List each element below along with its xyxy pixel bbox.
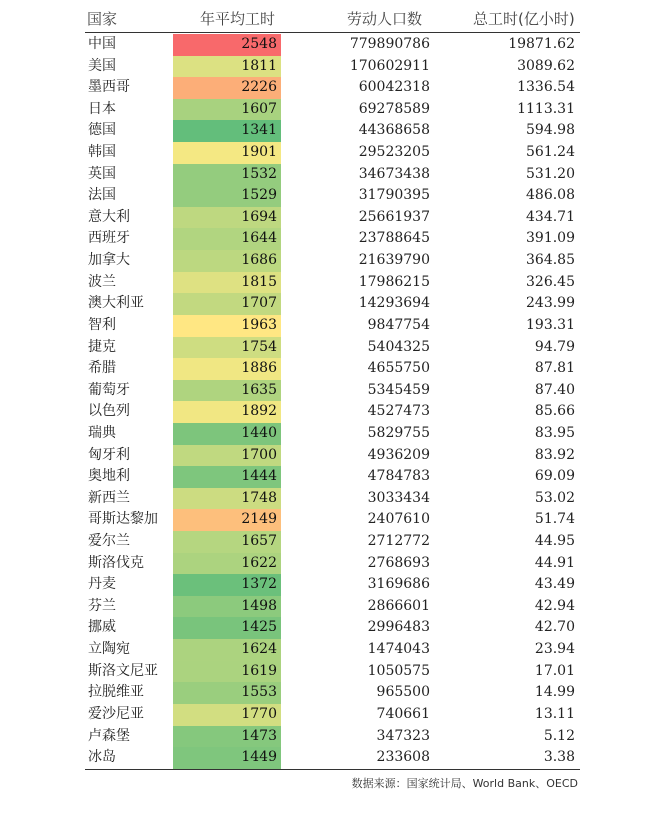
country-cell: 智利 xyxy=(88,316,116,333)
country-cell: 意大利 xyxy=(88,208,130,225)
total-hours-cell: 13.11 xyxy=(534,705,575,722)
labor-population-cell: 60042318 xyxy=(358,79,430,96)
total-hours-cell: 23.94 xyxy=(534,641,575,658)
header-annual-hours: 年平均工时 xyxy=(200,10,276,28)
country-cell: 卢森堡 xyxy=(88,727,130,744)
country-cell: 爱尔兰 xyxy=(88,533,130,550)
total-hours-cell: 69.09 xyxy=(534,468,575,485)
table-row xyxy=(85,142,580,164)
labor-population-cell: 34673438 xyxy=(358,165,430,182)
total-hours-cell: 87.81 xyxy=(534,360,575,377)
country-cell: 捷克 xyxy=(88,338,116,355)
header-country: 国家 xyxy=(87,10,118,28)
table-row xyxy=(85,488,580,510)
annual-hours-cell: 1635 xyxy=(173,380,281,402)
country-cell: 斯洛文尼亚 xyxy=(88,662,158,679)
table-row xyxy=(85,207,580,229)
table-row xyxy=(85,272,580,294)
total-hours-cell: 83.95 xyxy=(534,424,575,441)
total-hours-cell: 94.79 xyxy=(534,338,575,355)
total-hours-cell: 434.71 xyxy=(526,208,575,225)
total-hours-cell: 326.45 xyxy=(526,273,575,290)
total-hours-cell: 364.85 xyxy=(526,252,575,269)
total-hours-cell: 43.49 xyxy=(534,576,575,593)
labor-population-cell: 740661 xyxy=(376,705,430,722)
annual-hours-cell: 1644 xyxy=(173,228,281,250)
country-cell: 立陶宛 xyxy=(88,641,130,658)
total-hours-cell: 3.38 xyxy=(543,749,575,766)
labor-population-cell: 347323 xyxy=(376,727,430,744)
table-row xyxy=(85,445,580,467)
labor-population-cell: 4784783 xyxy=(367,468,430,485)
table-row xyxy=(85,509,580,531)
table-row xyxy=(85,466,580,488)
annual-hours-cell: 1498 xyxy=(173,596,281,618)
country-cell: 奥地利 xyxy=(88,468,130,485)
total-hours-cell: 87.40 xyxy=(534,381,575,398)
table-row xyxy=(85,228,580,250)
labor-population-cell: 2866601 xyxy=(367,597,430,614)
annual-hours-cell: 1700 xyxy=(173,445,281,467)
table-row xyxy=(85,553,580,575)
labor-population-cell: 1050575 xyxy=(367,662,430,679)
labor-population-cell: 29523205 xyxy=(358,144,430,161)
annual-hours-cell: 1553 xyxy=(173,682,281,704)
annual-hours-cell: 1811 xyxy=(173,56,281,78)
annual-hours-cell: 1425 xyxy=(173,617,281,639)
total-hours-cell: 243.99 xyxy=(526,295,575,312)
labor-population-cell: 44368658 xyxy=(358,122,430,139)
table-row xyxy=(85,293,580,315)
total-hours-cell: 531.20 xyxy=(526,165,575,182)
labor-population-cell: 233608 xyxy=(376,749,430,766)
annual-hours-cell: 2149 xyxy=(173,509,281,531)
country-cell: 墨西哥 xyxy=(88,79,130,96)
header-labor-population: 劳动人口数 xyxy=(347,10,423,28)
annual-hours-cell: 2226 xyxy=(173,77,281,99)
total-hours-cell: 14.99 xyxy=(534,684,575,701)
annual-hours-cell: 1372 xyxy=(173,574,281,596)
total-hours-cell: 51.74 xyxy=(534,511,575,528)
labor-population-cell: 23788645 xyxy=(358,230,430,247)
table-row xyxy=(85,596,580,618)
labor-population-cell: 17986215 xyxy=(358,273,430,290)
country-cell: 法国 xyxy=(88,187,116,204)
country-cell: 中国 xyxy=(88,36,116,52)
table-row xyxy=(85,99,580,121)
annual-hours-cell: 1892 xyxy=(173,401,281,423)
annual-hours-cell: 1707 xyxy=(173,293,281,315)
table-row xyxy=(85,185,580,207)
table-row xyxy=(85,164,580,186)
country-cell: 冰岛 xyxy=(88,749,116,766)
labor-population-cell: 2712772 xyxy=(367,533,430,550)
table-header xyxy=(85,0,580,32)
country-cell: 拉脱维亚 xyxy=(88,684,144,701)
total-hours-cell: 3089.62 xyxy=(517,57,575,74)
total-hours-cell: 5.12 xyxy=(543,727,575,744)
total-hours-cell: 1113.31 xyxy=(517,100,575,117)
annual-hours-cell: 1444 xyxy=(173,466,281,488)
labor-population-cell: 4936209 xyxy=(367,446,430,463)
total-hours-cell: 391.09 xyxy=(526,230,575,247)
table-row xyxy=(85,747,580,769)
country-cell: 芬兰 xyxy=(88,597,116,614)
labor-population-cell: 5829755 xyxy=(367,424,430,441)
table-row xyxy=(85,77,580,99)
labor-population-cell: 5345459 xyxy=(367,381,430,398)
annual-hours-cell: 1754 xyxy=(173,337,281,359)
total-hours-cell: 44.95 xyxy=(534,533,575,550)
total-hours-cell: 42.94 xyxy=(534,597,575,614)
country-cell: 葡萄牙 xyxy=(88,381,130,398)
table-row xyxy=(85,250,580,272)
country-cell: 澳大利亚 xyxy=(88,295,144,312)
labor-population-cell: 2768693 xyxy=(367,554,430,571)
labor-population-cell: 14293694 xyxy=(358,295,430,312)
header-total-hours: 总工时(亿小时) xyxy=(473,10,575,28)
table-row xyxy=(85,704,580,726)
annual-hours-cell: 1607 xyxy=(173,99,281,121)
annual-hours-cell: 1657 xyxy=(173,531,281,553)
table-row xyxy=(85,34,580,56)
labor-population-cell: 4655750 xyxy=(367,360,430,377)
total-hours-cell: 44.91 xyxy=(534,554,575,571)
country-cell: 英国 xyxy=(88,165,116,182)
annual-hours-cell: 1770 xyxy=(173,704,281,726)
table-row xyxy=(85,639,580,661)
country-cell: 爱沙尼亚 xyxy=(88,705,144,722)
labor-population-cell: 2996483 xyxy=(367,619,430,636)
data-table-body xyxy=(85,34,580,769)
country-cell: 挪威 xyxy=(88,619,116,636)
total-hours-cell: 594.98 xyxy=(526,122,575,139)
table-row xyxy=(85,661,580,683)
annual-hours-cell: 1686 xyxy=(173,250,281,272)
country-cell: 新西兰 xyxy=(88,489,130,506)
total-hours-cell: 85.66 xyxy=(534,403,575,420)
table-row xyxy=(85,315,580,337)
country-cell: 韩国 xyxy=(88,144,116,161)
total-hours-cell: 53.02 xyxy=(534,489,575,506)
total-hours-cell: 486.08 xyxy=(526,187,575,204)
labor-population-cell: 4527473 xyxy=(367,403,430,420)
table-row xyxy=(85,531,580,553)
table-row xyxy=(85,423,580,445)
annual-hours-cell: 1901 xyxy=(173,142,281,164)
country-cell: 波兰 xyxy=(88,273,116,290)
footer-divider xyxy=(85,769,580,770)
annual-hours-cell: 1694 xyxy=(173,207,281,229)
total-hours-cell: 17.01 xyxy=(534,662,575,679)
labor-population-cell: 3033434 xyxy=(367,489,430,506)
annual-hours-cell: 1440 xyxy=(173,423,281,445)
country-cell: 哥斯达黎加 xyxy=(88,511,158,528)
table-row xyxy=(85,726,580,748)
table-row xyxy=(85,401,580,423)
annual-hours-cell: 1473 xyxy=(173,726,281,748)
labor-population-cell: 31790395 xyxy=(358,187,430,204)
country-cell: 斯洛伐克 xyxy=(88,554,144,571)
table-row xyxy=(85,120,580,142)
annual-hours-cell: 1624 xyxy=(173,639,281,661)
table-row xyxy=(85,56,580,78)
annual-hours-cell: 1532 xyxy=(173,164,281,186)
annual-hours-cell: 1748 xyxy=(173,488,281,510)
annual-hours-cell: 1886 xyxy=(173,358,281,380)
annual-hours-cell: 1341 xyxy=(173,120,281,142)
annual-hours-cell: 1619 xyxy=(173,661,281,683)
annual-hours-cell: 1815 xyxy=(173,272,281,294)
labor-population-cell: 9847754 xyxy=(367,316,430,333)
total-hours-cell: 1336.54 xyxy=(517,79,575,96)
annual-hours-cell: 1449 xyxy=(173,747,281,769)
annual-hours-cell: 2548 xyxy=(173,34,281,56)
labor-population-cell: 779890786 xyxy=(349,36,430,52)
table-row xyxy=(85,574,580,596)
table-row xyxy=(85,617,580,639)
total-hours-cell: 561.24 xyxy=(526,144,575,161)
country-cell: 以色列 xyxy=(88,403,130,420)
annual-hours-cell: 1622 xyxy=(173,553,281,575)
labor-population-cell: 3169686 xyxy=(367,576,430,593)
total-hours-cell: 83.92 xyxy=(534,446,575,463)
table-row xyxy=(85,682,580,704)
labor-population-cell: 69278589 xyxy=(358,100,430,117)
annual-hours-cell: 1963 xyxy=(173,315,281,337)
country-cell: 加拿大 xyxy=(88,252,130,269)
total-hours-cell: 193.31 xyxy=(526,316,575,333)
country-cell: 美国 xyxy=(88,57,116,74)
labor-population-cell: 2407610 xyxy=(367,511,430,528)
annual-hours-cell: 1529 xyxy=(173,185,281,207)
source-note: 数据来源：国家统计局、World Bank、OECD xyxy=(351,777,578,790)
country-cell: 匈牙利 xyxy=(88,446,130,463)
country-cell: 希腊 xyxy=(88,360,116,377)
labor-population-cell: 1474043 xyxy=(367,641,430,658)
total-hours-cell: 42.70 xyxy=(534,619,575,636)
country-cell: 西班牙 xyxy=(88,230,130,247)
labor-population-cell: 25661937 xyxy=(358,208,430,225)
labor-population-cell: 5404325 xyxy=(367,338,430,355)
total-hours-cell: 19871.62 xyxy=(508,36,575,52)
country-cell: 日本 xyxy=(88,100,116,117)
country-cell: 瑞典 xyxy=(88,424,116,441)
labor-population-cell: 21639790 xyxy=(358,252,430,269)
table-row xyxy=(85,337,580,359)
country-cell: 德国 xyxy=(88,122,116,139)
header-divider xyxy=(85,32,580,33)
labor-population-cell: 170602911 xyxy=(349,57,430,74)
table-row xyxy=(85,358,580,380)
labor-population-cell: 965500 xyxy=(376,684,430,701)
country-cell: 丹麦 xyxy=(88,576,116,593)
table-row xyxy=(85,380,580,402)
